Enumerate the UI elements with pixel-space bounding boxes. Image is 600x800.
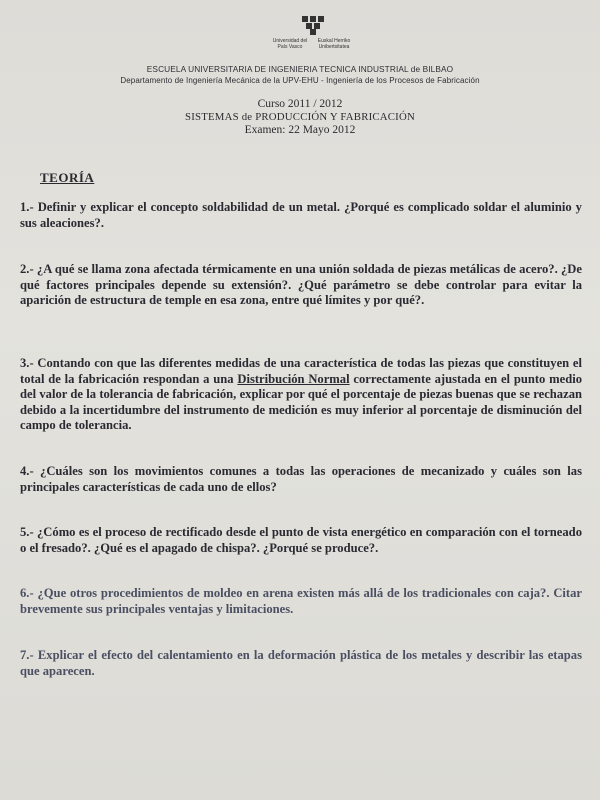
question-5 [20, 525, 582, 556]
question-text: Definir y explicar el concepto soldabilidad de un metal. ¿Porqué es complicado soldar el aluminio y sus aleaciones?. [20, 200, 582, 230]
university-logo [270, 14, 360, 54]
question-number: 4.- [20, 464, 34, 478]
question-text: Explicar el efecto del calentamiento en la deformación plástica de los metales y describir las etapas que aparecen. [20, 648, 582, 678]
university-name-eu: Euskal Herriko Unibertsitatea [317, 38, 351, 50]
course-block [0, 98, 600, 137]
question-7 [20, 648, 582, 679]
question-1 [20, 200, 582, 231]
question-text: ¿Cuáles son los movimientos comunes a todas las operaciones de mecanizado y cuáles son las principales características de cada uno de ellos? [20, 464, 583, 494]
question-text: ¿Que otros procedimientos de moldeo en arena existen más allá de los tradicionales con caja?. Citar brevemente sus principales ventajas y limitaciones. [20, 586, 582, 616]
question-3 [20, 356, 582, 434]
university-logo-icon [300, 14, 328, 36]
question-6 [20, 586, 582, 617]
school-name: ESCUELA UNIVERSITARIA DE INGENIERIA TECNICA INDUSTRIAL de BILBAO [146, 64, 454, 74]
question-number: 3.- [20, 356, 34, 370]
question-number: 6.- [20, 586, 34, 600]
question-number: 7.- [20, 648, 34, 662]
question-number: 2.- [20, 262, 34, 276]
question-text-underlined: Distribución Normal [237, 371, 350, 386]
section-title: TEORÍA [40, 170, 95, 185]
question-text-after: correctamente ajustada en el punto medio del valor de la tolerancia de fabricación, explicar por qué el porcentaje de piezas buenas que se rechazan debido a la incertidumbre del instrumento de medición es muy inferior al porcentaje de disminución del campo de tolerancia. [20, 371, 583, 433]
exam-date: Examen: 22 Mayo 2012 [244, 124, 356, 136]
question-2 [20, 262, 582, 309]
course-year: Curso 2011 / 2012 [257, 98, 343, 110]
subject-title: SISTEMAS de PRODUCCIÓN Y FABRICACIÓN [185, 111, 415, 123]
school-header [0, 64, 600, 86]
question-4 [20, 464, 582, 495]
question-number: 1.- [20, 200, 34, 214]
department-name: Departamento de Ingeniería Mecánica de la UPV-EHU - Ingeniería de los Procesos de Fabricación [120, 76, 480, 85]
question-text: ¿A qué se llama zona afectada térmicamente en una unión soldada de piezas metálicas de acero?. ¿De qué factores principales depende su extensión?. ¿Qué parámetro se debe controlar para evitar la aparición de estructura de temple en esa zona, entre qué límites y por qué?. [20, 262, 582, 308]
university-name-es: Universidad del País Vasco [272, 38, 308, 50]
question-text: ¿Cómo es el proceso de rectificado desde el punto de vista energético en comparación con el torneado o el fresado?. ¿Qué es el apagado de chispa?. ¿Porqué se produce?. [20, 525, 582, 555]
question-number: 5.- [20, 525, 34, 539]
question-text-before: Contando con que las diferentes medidas de una característica de todas las piezas que constituyen el total de la fabricación respondan a una [20, 356, 582, 386]
